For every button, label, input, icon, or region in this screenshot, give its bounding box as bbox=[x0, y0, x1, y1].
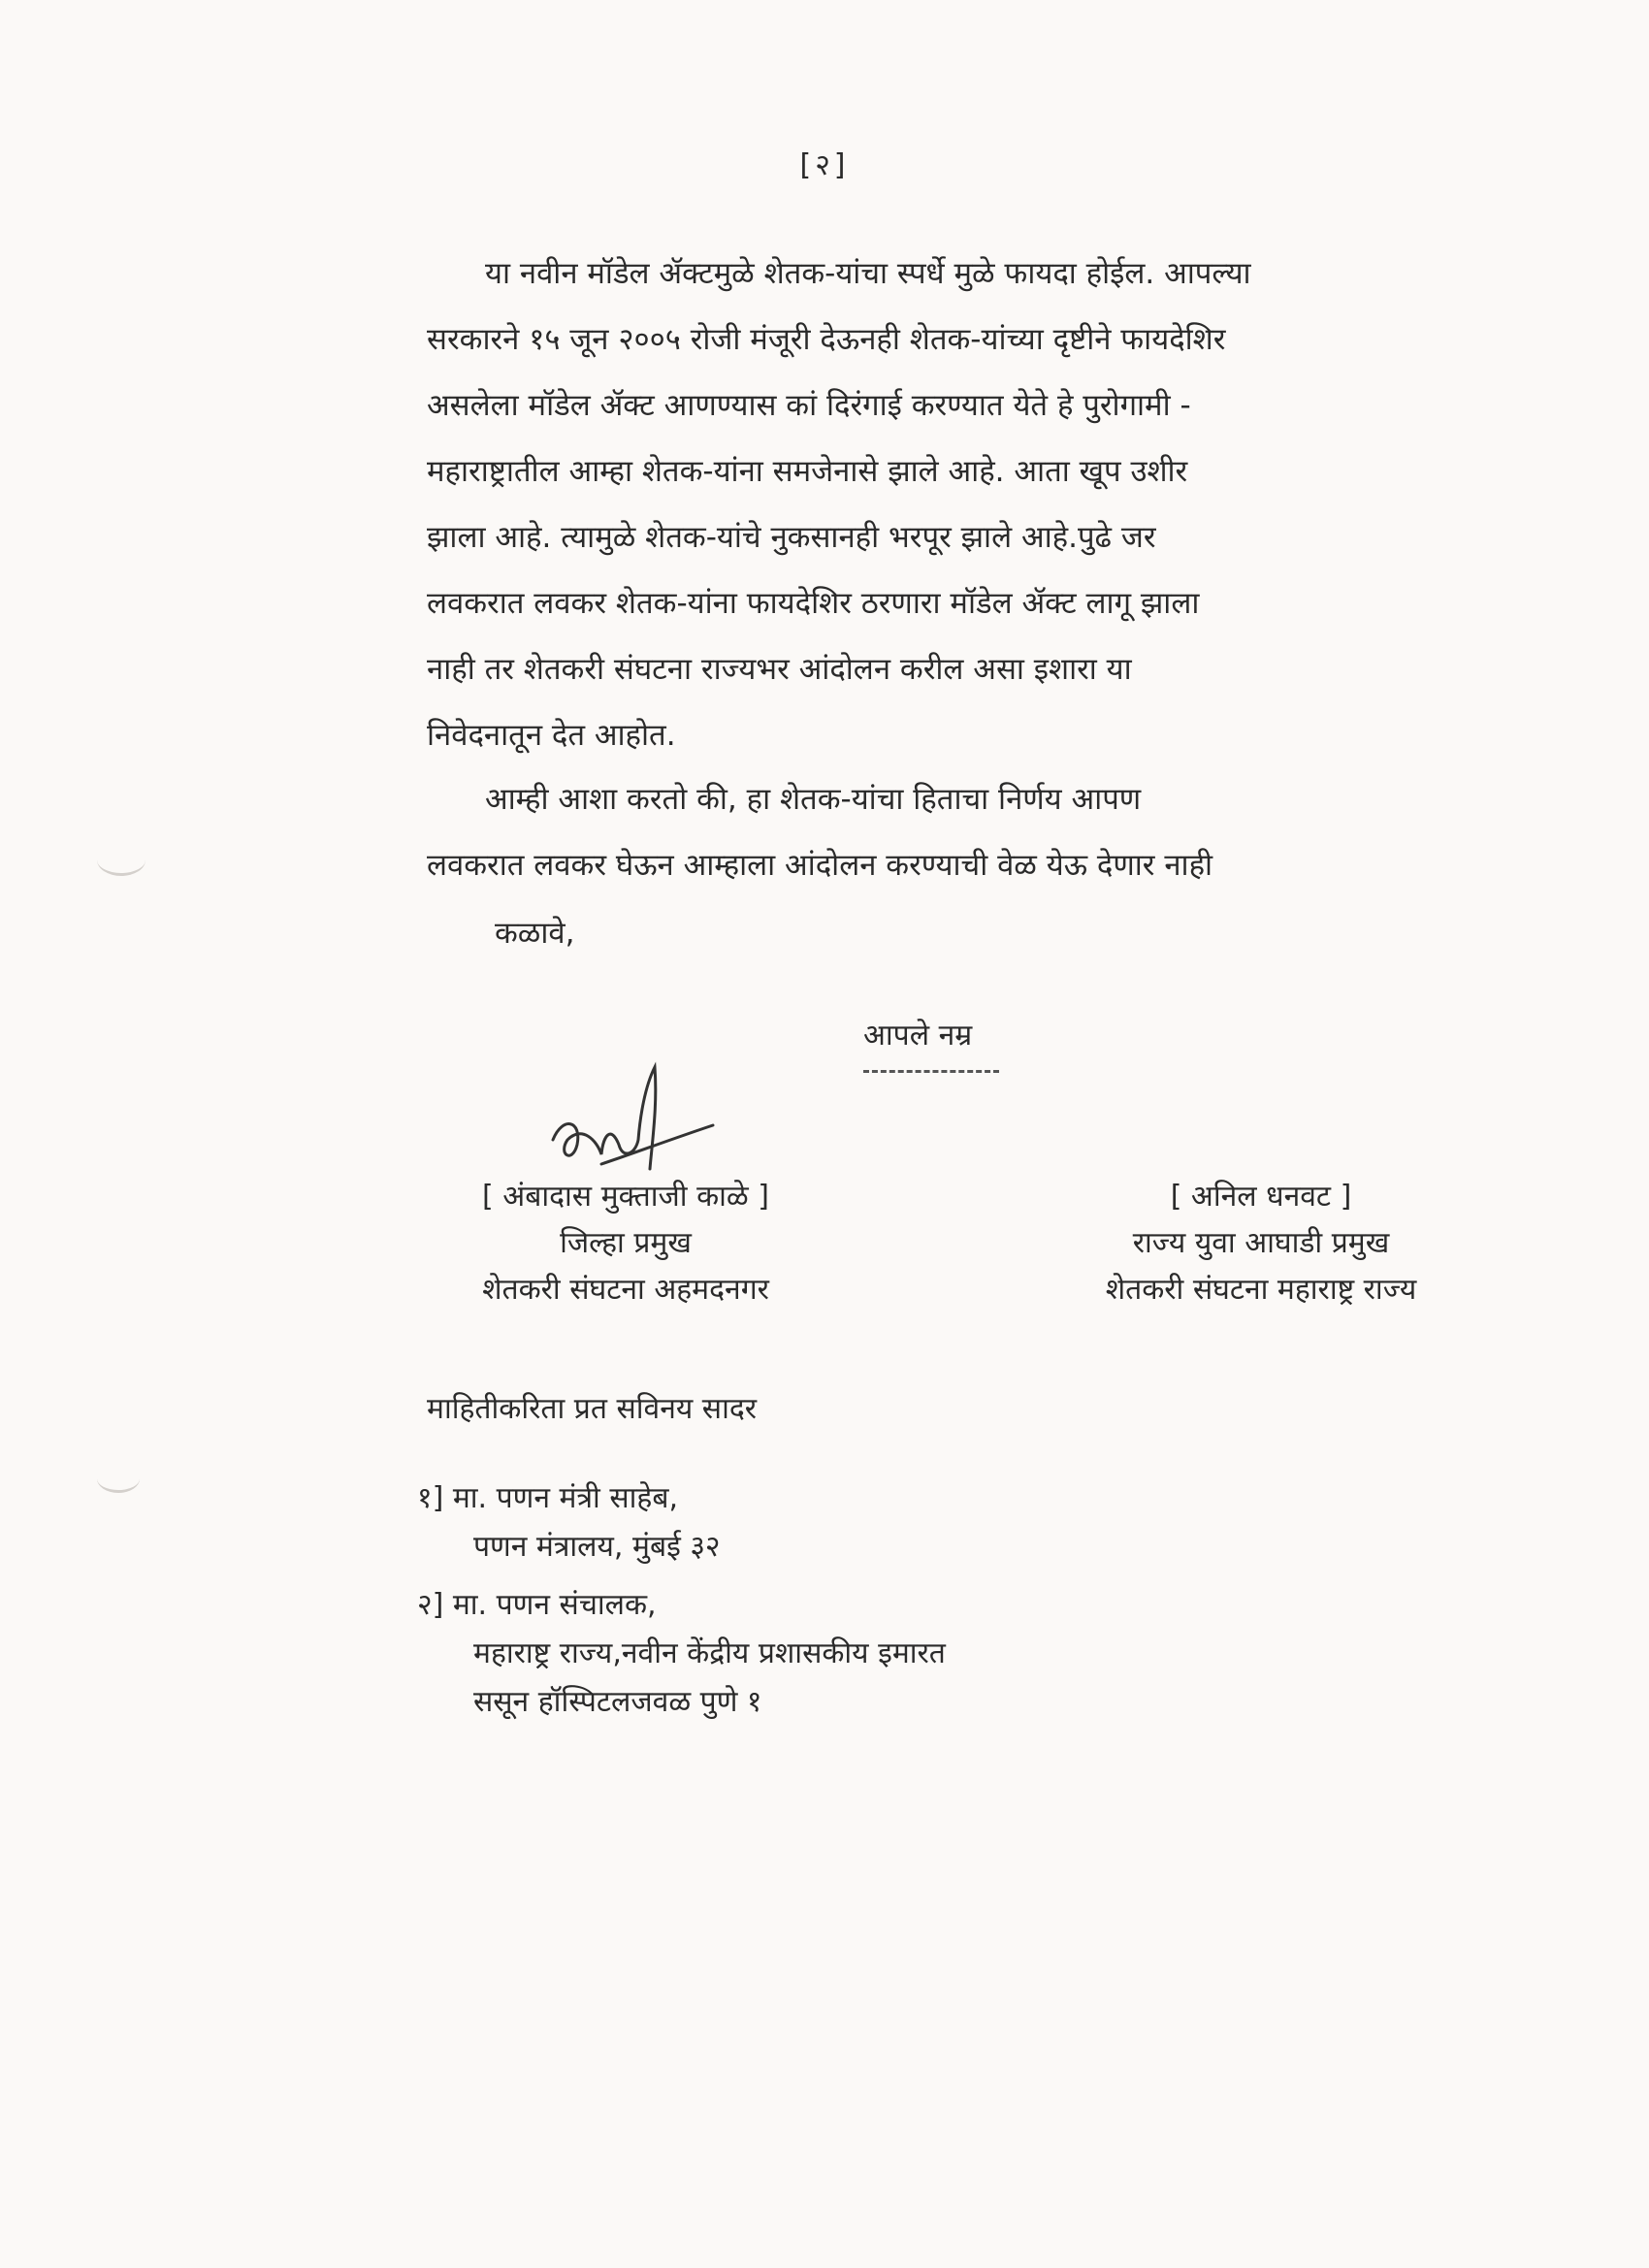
punch-hole-mark bbox=[97, 844, 146, 876]
recipient-line: १] मा. पणन मंत्री साहेब, bbox=[417, 1481, 678, 1515]
paragraph-line: लवकरात लवकर शेतक-यांना फायदेशिर ठरणारा मॉडेल ॲक्ट लागू झाला bbox=[427, 586, 1200, 621]
signatory-title: जिल्हा प्रमुख bbox=[560, 1226, 692, 1260]
paragraph-line: झाला आहे. त्यामुळे शेतक-यांचे नुकसानही भरपूर झाले आहे.पुढे जर bbox=[427, 520, 1156, 555]
paragraph-line: नाही तर शेतकरी संघटना राज्यभर आंदोलन करील असा इशारा या bbox=[427, 652, 1132, 687]
recipient-item bbox=[417, 1474, 946, 1571]
handwritten-signature bbox=[543, 1048, 737, 1193]
signatory-name: [ अनिल धनवट ] bbox=[1170, 1180, 1352, 1214]
recipient-line: २] मा. पणन संचालक, bbox=[417, 1588, 657, 1622]
paragraph-line: लवकरात लवकर घेऊन आम्हाला आंदोलन करण्याची वेळ येऊ देणार नाही bbox=[427, 848, 1213, 883]
recipient-list bbox=[417, 1474, 946, 1736]
paragraph-line: आम्ही आशा करतो की, हा शेतक-यांचा हिताचा निर्णय आपण bbox=[485, 782, 1142, 817]
recipient-line: पणन मंत्रालय, मुंबई ३२ bbox=[473, 1530, 721, 1564]
body-paragraph-2 bbox=[427, 766, 1542, 898]
closing-word: कळावे, bbox=[495, 916, 575, 951]
underline-divider bbox=[863, 1070, 999, 1073]
page-number: [२] bbox=[799, 148, 850, 182]
copy-to-heading: माहितीकरिता प्रत सविनय सादर bbox=[427, 1392, 758, 1426]
punch-hole-mark bbox=[97, 1465, 140, 1493]
signatory-right bbox=[999, 1174, 1523, 1313]
signatory-title: राज्य युवा आघाडी प्रमुख bbox=[1132, 1226, 1390, 1260]
recipient-line: ससून हॉस्पिटलजवळ पुणे १ bbox=[473, 1685, 762, 1719]
paragraph-line: असलेला मॉडेल ॲक्ट आणण्यास कां दिरंगाई करण्यात येते हे पुरोगामी - bbox=[427, 388, 1191, 423]
signatory-left bbox=[407, 1174, 844, 1313]
signatory-organization: शेतकरी संघटना अहमदनगर bbox=[482, 1273, 769, 1307]
paragraph-line: महाराष्ट्रातील आम्हा शेतक-यांना समजेनासे झाले आहे. आता खूप उशीर bbox=[427, 454, 1188, 489]
paragraph-line: या नवीन मॉडेल ॲक्टमुळे शेतक-यांचा स्पर्धे मुळे फायदा होईल. आपल्या bbox=[485, 256, 1251, 291]
signatory-organization: शेतकरी संघटना महाराष्ट्र राज्य bbox=[1105, 1273, 1417, 1307]
paragraph-line: निवेदनातून देत आहोत. bbox=[427, 718, 676, 753]
body-paragraph-1 bbox=[427, 241, 1542, 768]
paragraph-line: सरकारने १५ जून २००५ रोजी मंजूरी देऊनही शेतक-यांच्या दृष्टीने फायदेशिर bbox=[427, 322, 1226, 357]
signatory-name: [ अंबादास मुक्ताजी काळे ] bbox=[482, 1180, 769, 1214]
recipient-item bbox=[417, 1581, 946, 1727]
yours-faithfully: आपले नम्र bbox=[863, 1019, 973, 1053]
recipient-line: महाराष्ट्र राज्य,नवीन केंद्रीय प्रशासकीय इमारत bbox=[473, 1636, 946, 1670]
